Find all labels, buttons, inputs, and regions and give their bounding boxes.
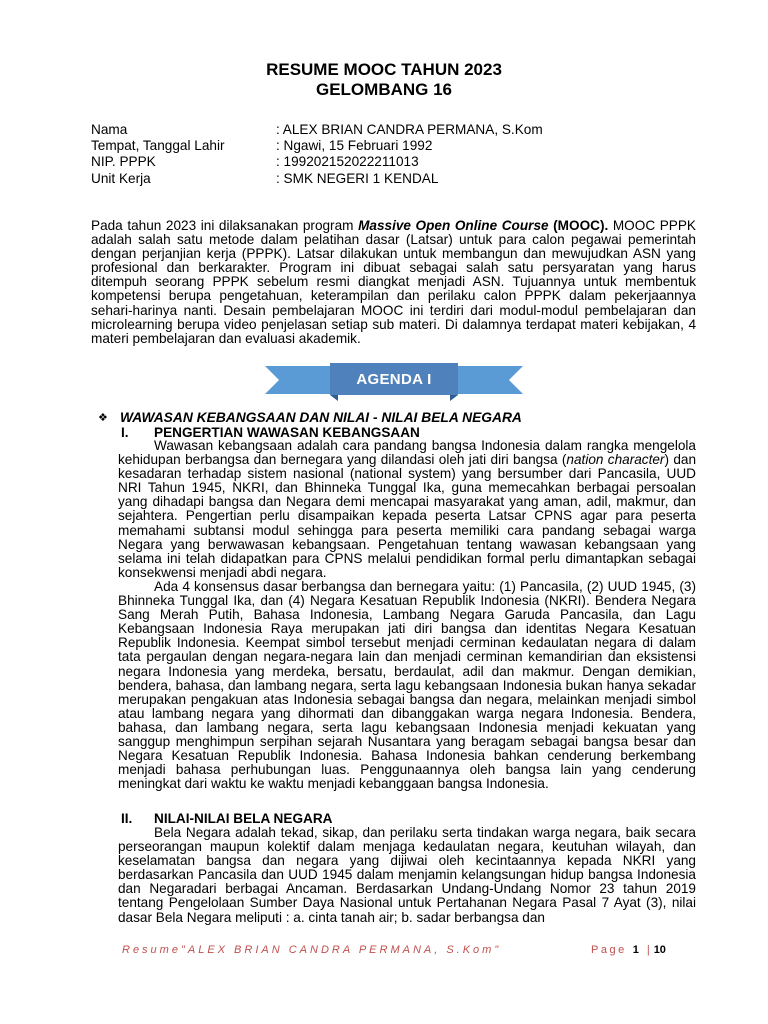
identity-label: Unit Kerja bbox=[91, 170, 151, 186]
intro-paragraph bbox=[91, 219, 696, 346]
identity-row-birth bbox=[91, 138, 543, 154]
footer-text: Resume"ALEX BRIAN CANDRA PERMANA, S.Kom" bbox=[122, 944, 502, 956]
identity-table bbox=[91, 122, 543, 187]
agenda-banner bbox=[265, 360, 523, 402]
paragraph-text: Wawasan kebangsaan adalah cara pandang bangsa Indonesia dalam rangka mengelola kehidupan berbangsa dan bernegara yang dilandasi oleh jati diri bangsa ( bbox=[118, 438, 696, 468]
section-number: II. bbox=[121, 811, 133, 826]
program-name: Massive Open Online Course bbox=[358, 218, 549, 233]
page-total: 10 bbox=[653, 944, 666, 956]
identity-value: : Ngawi, 15 Februari 1992 bbox=[276, 138, 433, 154]
identity-label: NIP. PPPK bbox=[91, 154, 156, 170]
identity-label: Tempat, Tanggal Lahir bbox=[91, 138, 225, 154]
intro-rest: MOOC PPPK adalah salah satu metode dalam pelatihan dasar (Latsar) untuk para calon pegawai pemerintah dengan perjanjian kerja (PPPK). Latsar dilakukan untuk membangun dan mewujudkan ASN yang profesional dan berkarakter. Program ini dibuat sebagai salah satu persyaratan yang harus ditempuh seorang PPPK sebelum resmi diangkat menjadi ASN. Tujuannya untuk membentuk kompetensi berupa pengetahuan, keterampilan dan perilaku calon PPPK dalam pekerjaannya sehari-harinya nanti. Desain pembelajaran MOOC ini terdiri dari modul-modul pembelajaran dan microlearning berupa video penjelasan setiap sub materi. Di dalamnya terdapat materi kebijakan, 4 materi pembelajaran dan evaluasi akademik. bbox=[91, 218, 696, 346]
page-number: 1 bbox=[632, 944, 639, 956]
document-subtitle: GELOMBANG 16 bbox=[315, 80, 453, 99]
page-separator: | bbox=[646, 944, 650, 956]
topic-heading bbox=[98, 410, 522, 425]
diamond-bullet-icon: ❖ bbox=[98, 412, 108, 424]
document-title: RESUME MOOC TAHUN 2023 bbox=[266, 60, 502, 79]
section-body bbox=[118, 439, 696, 791]
identity-value: : SMK NEGERI 1 KENDAL bbox=[276, 170, 439, 186]
agenda-label: AGENDA I bbox=[330, 363, 458, 395]
page-word: Page bbox=[591, 944, 627, 956]
topic-title: WAWASAN KEBANGSAAN DAN NILAI - NILAI BELA NEGARA bbox=[120, 410, 522, 425]
identity-value: : ALEX BRIAN CANDRA PERMANA, S.Kom bbox=[276, 122, 543, 137]
intro-lead: Pada tahun 2023 ini dilaksanakan program bbox=[91, 218, 359, 233]
program-abbr: (MOOC). bbox=[548, 218, 609, 233]
identity-row-nip bbox=[91, 154, 543, 170]
body-paragraph bbox=[118, 439, 696, 580]
italic-term: nation character bbox=[566, 452, 665, 468]
identity-row-name bbox=[91, 122, 543, 138]
section-body bbox=[118, 826, 696, 925]
paragraph-text: ) dan kesadaran terhadap sistem nasional (national system) yang bersumber dari Pancasila, UUD NRI Tahun 1945, NKRI, dan Bhinneka Tunggal Ika, guna memecahkan berbagai persoalan yang dihadapi bangsa dan Negara demi mencapai masyarakat yang aman, adil, makmur, dan sejahtera. Pengertian perlu disampaikan kepada peserta Latsar CPNS agar para peserta memahami subtansi modul sehingga para peserta memiliki cara pandang sebagai warga Negara yang berwawasan kebangsaan. Pengetahuan tentang wawasan kebangsaan yang selama ini telah didapatkan para CPNS melalui pendidikan formal perlu dimantapkan sebagai konsekwensi menjadi abdi negara. bbox=[118, 452, 697, 580]
section-number: I. bbox=[121, 425, 129, 440]
identity-label: Nama bbox=[91, 122, 128, 137]
identity-row-unit bbox=[91, 171, 543, 187]
section-title: PENGERTIAN WAWASAN KEBANGSAAN bbox=[154, 425, 420, 440]
body-paragraph: Ada 4 konsensus dasar berbangsa dan bernegara yaitu: (1) Pancasila, (2) UUD 1945, (3) Bhinneka Tunggal Ika, dan (4) Negara Kesatuan Republik Indonesia (NKRI). Bendera Negara Sang Merah Putih, Bahasa Indonesia, Lambang Negara Garuda Pancasila, dan Lagu Kebangsaan Indonesia Raya merupakan jati diri bangsa dan identitas Negara Kesatuan Republik Indonesia. Keempat simbol tersebut menjadi cerminan kedaulatan negara di dalam tata pergaulan dengan negara-negara lain dan menjadi cerminan kemandirian dan eksistensi negara Indonesia yang merdeka, bersatu, berdaulat, adil dan makmur. Dengan demikian, bendera, bahasa, dan lambang negara, serta lagu kebangsaan Indonesia bukan hanya sekadar merupakan pengakuan atas Indonesia sebagai bangsa dan negara, melainkan menjadi simbol atau lambang negara yang dihormati dan dibanggakan warga negara Indonesia. Bendera, bahasa, dan lambang negara, serta lagu kebangsaan Indonesia menjadi kekuatan yang sanggup menghimpun serpihan sejarah Nusantara yang beragam sebagai bangsa besar dan Negara Kesatuan Republik Indonesia. Bahasa Indonesia bahkan cenderung berkembang menjadi bahasa perhubungan luas. Penggunaannya oleh bangsa lain yang cenderung meningkat dari waktu ke waktu menjadi kebanggaan bangsa Indonesia. bbox=[118, 578, 696, 792]
section-heading bbox=[121, 811, 332, 826]
identity-value: : 199202152022211013 bbox=[276, 154, 419, 170]
page-indicator bbox=[591, 944, 666, 956]
body-paragraph: Bela Negara adalah tekad, sikap, dan perilaku serta tindakan warga negara, baik secara perseorangan maupun kolektif dalam menjaga kedaulatan negara, keutuhan wilayah, dan keselamatan bangsa dan negara yang dijiwai oleh kecintaannya kepada NKRI yang berdasarkan Pancasila dan UUD 1945 dalam menjamin kelangsungan hidup bangsa Indonesia dan Negaradari berbagai Ancaman. Berdasarkan Undang-Undang Nomor 23 tahun 2019 tentang Pengelolaan Sumber Daya Nasional untuk Pertahanan Negara Pasal 7 Ayat (3), nilai dasar Bela Negara meliputi : a. cinta tanah air; b. sadar berbangsa dan bbox=[118, 825, 696, 925]
section-title: NILAI-NILAI BELA NEGARA bbox=[154, 811, 333, 826]
